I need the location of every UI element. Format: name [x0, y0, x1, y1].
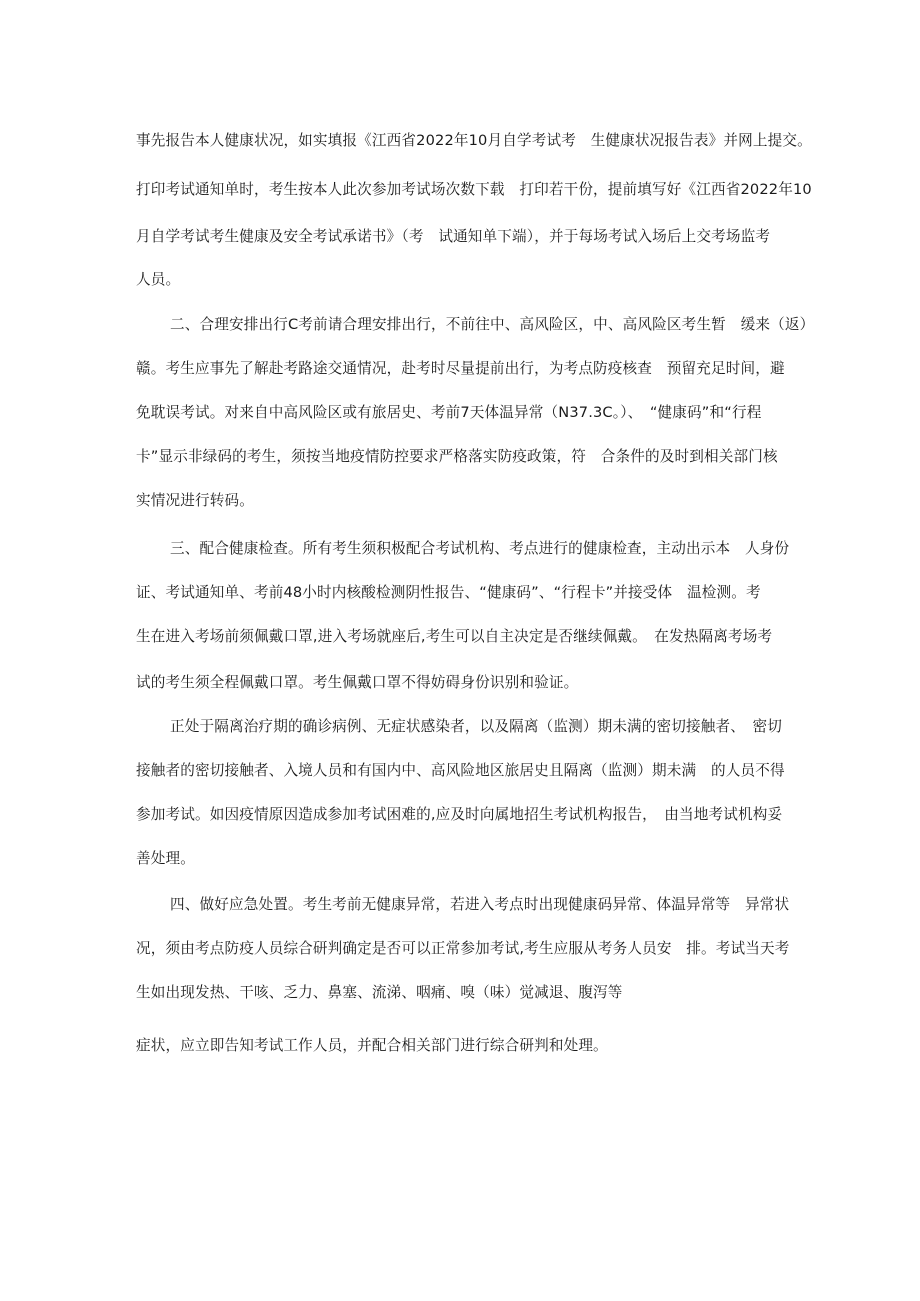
text-line-2: 打印考试通知单时，考生按本人此次参加考试场次数下载 打印若干份，提前填写好《江西省2022年10 — [136, 181, 812, 198]
text-line-17: 善处理。 — [136, 850, 195, 867]
text-line-20: 生如出现发热、干咳、乏力、鼻塞、流涕、咽痛、嗅（味）觉减退、腹泻等 — [136, 984, 623, 1001]
text-line-7: 免耽误考试。对来自中高风险区或有旅居史、考前7天体温异常（N37.3C。）、 “健康码”和“行程 — [136, 404, 762, 421]
text-line-19: 况，须由考点防疫人员综合研判确定是否可以正常参加考试,考生应服从考务人员安 排。考试当天考 — [136, 940, 790, 957]
text-line-5: 二、合理安排出行C考前请合理安排出行，不前往中、高风险区，中、高风险区考生暂 缓来（返） — [170, 316, 815, 333]
text-line-1: 事先报告本人健康状况，如实填报《江西省2022年10月自学考试考 生健康状况报告表》并网上提交。 — [136, 132, 812, 149]
text-line-18: 四、做好应急处置。考生考前无健康异常，若进入考点时出现健康码异常、体温异常等 异常状 — [170, 896, 790, 913]
text-line-9: 实情况进行转码。 — [136, 492, 254, 509]
text-line-6: 赣。考生应事先了解赴考路途交通情况，赴考时尽量提前出行，为考点防疫核查 预留充足时间，避 — [136, 360, 785, 377]
text-line-10: 三、配合健康检查。所有考生须积极配合考试机构、考点进行的健康检查，主动出示本 人身份 — [170, 540, 790, 557]
text-line-15: 接触者的密切接触者、入境人员和有国内中、高风险地区旅居史且隔离（监测）期未满 的人员不得 — [136, 762, 785, 779]
text-line-21: 症状，应立即告知考试工作人员，并配合相关部门进行综合研判和处理。 — [136, 1037, 608, 1054]
text-line-4: 人员。 — [136, 271, 181, 288]
text-line-16: 参加考试。如因疫情原因造成参加考试困难的,应及时向属地招生考试机构报告， 由当地考试机构妥 — [136, 806, 783, 823]
text-line-11: 证、考试通知单、考前48小时内核酸检测阴性报告、“健康码”、“行程卡”并接受体 温检测。考 — [136, 584, 761, 601]
text-line-14: 正处于隔离治疗期的确诊病例、无症状感染者，以及隔离（监测）期未满的密切接触者、 密切 — [170, 718, 782, 735]
text-line-12: 生在进入考场前须佩戴口罩,进入考场就座后,考生可以自主决定是否继续佩戴。 在发热隔离考场考 — [136, 628, 773, 645]
text-line-8: 卡”显示非绿码的考生，须按当地疫情防控要求严格落实防疫政策，符 合条件的及时到相关部门核 — [136, 448, 778, 465]
text-line-3: 月自学考试考生健康及安全考试承诺书》（考 试通知单下端），并于每场考试入场后上交考场监考 — [136, 228, 771, 245]
text-line-13: 试的考生须全程佩戴口罩。考生佩戴口罩不得妨碍身份识别和验证。 — [136, 674, 579, 691]
